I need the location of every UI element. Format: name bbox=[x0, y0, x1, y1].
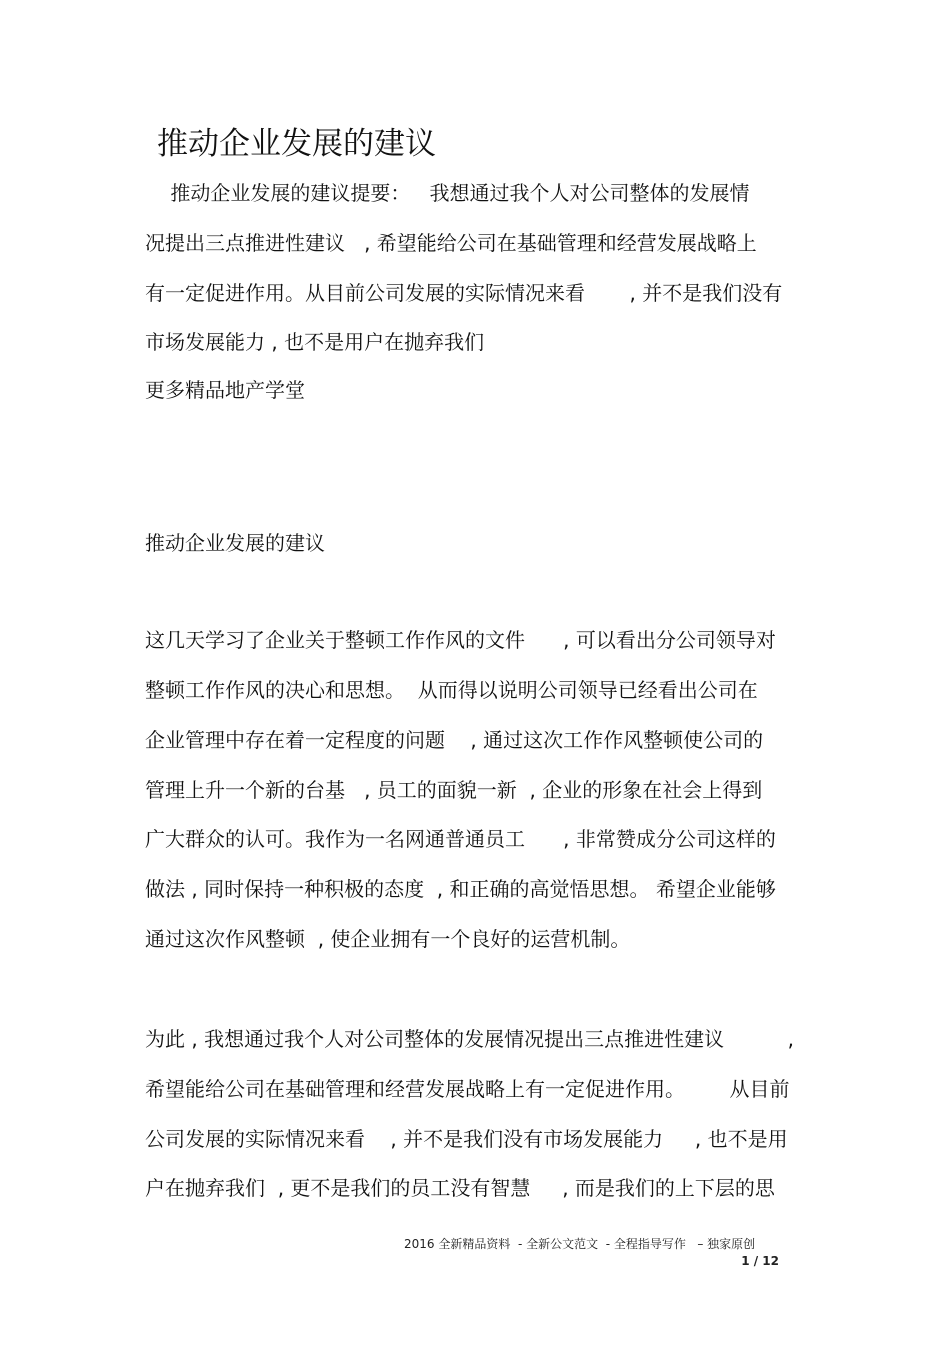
document-title: 推动企业发展的建议 bbox=[157, 126, 436, 162]
paragraph-line: 整顿工作作风的决心和思想。 从而得以说明公司领导已经看出公司在 bbox=[145, 678, 758, 702]
summary-line: 市场发展能力 , 也不是用户在抛弃我们 bbox=[145, 330, 485, 354]
promo-text: 更多精品地产学堂 bbox=[145, 378, 305, 402]
paragraph-line: 通过这次作风整顿 , 使企业拥有一个良好的运营机制。 bbox=[145, 927, 631, 951]
section-heading: 推动企业发展的建议 bbox=[145, 531, 325, 555]
footer-tagline: 2016 全新精品资料 - 全新公文范文 - 全程指导写作 – 独家原创 bbox=[404, 1237, 756, 1251]
paragraph-line: 为此 , 我想通过我个人对公司整体的发展情况提出三点推进性建议 , bbox=[145, 1027, 795, 1051]
paragraph-line: 广大群众的认可。我作为一名网通普通员工 , 非常赞成分公司这样的 bbox=[145, 827, 776, 851]
summary-line: 有一定促进作用。从目前公司发展的实际情况来看 , 并不是我们没有 bbox=[145, 281, 783, 305]
paragraph-line: 做法 , 同时保持一种积极的态度 , 和正确的高觉悟思想。 希望企业能够 bbox=[145, 877, 776, 901]
paragraph-line: 管理上升一个新的台基 , 员工的面貌一新 , 企业的形象在社会上得到 bbox=[145, 778, 763, 802]
paragraph-line: 户在抛弃我们 , 更不是我们的员工没有智慧 , 而是我们的上下层的思 bbox=[145, 1176, 775, 1200]
summary-line: 推动企业发展的建议提要： 我想通过我个人对公司整体的发展情 bbox=[145, 181, 750, 205]
paragraph-line: 这几天学习了企业关于整顿工作作风的文件 , 可以看出分公司领导对 bbox=[145, 628, 776, 652]
page-number: 1 / 12 bbox=[741, 1254, 779, 1268]
paragraph-line: 希望能给公司在基础管理和经营发展战略上有一定促进作用。 从目前 bbox=[145, 1077, 790, 1101]
paragraph-line: 企业管理中存在着一定程度的问题 , 通过这次工作作风整顿使公司的 bbox=[145, 728, 764, 752]
summary-line: 况提出三点推进性建议 , 希望能给公司在基础管理和经营发展战略上 bbox=[145, 231, 757, 255]
paragraph-line: 公司发展的实际情况来看 , 并不是我们没有市场发展能力 , 也不是用 bbox=[145, 1127, 788, 1151]
